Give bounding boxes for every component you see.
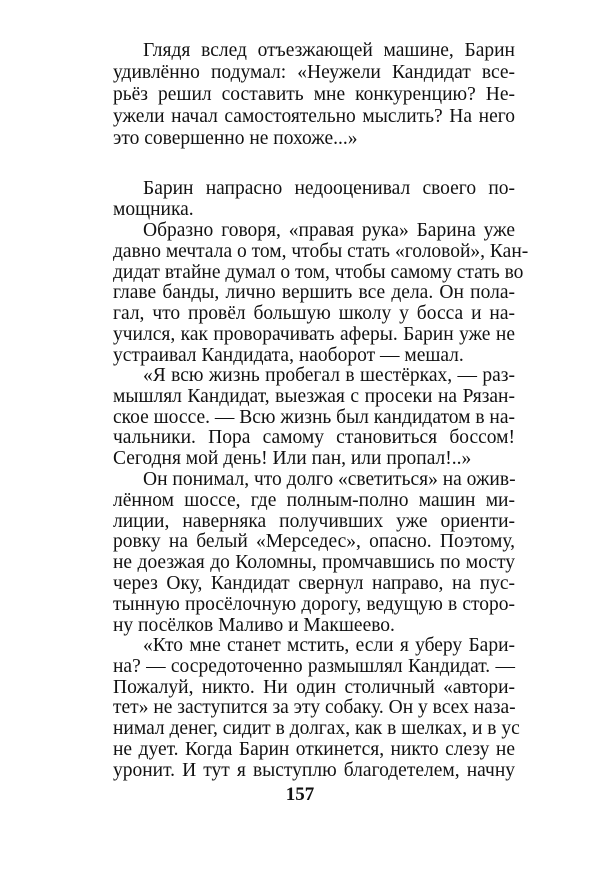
- text-line: через Оку, Кандидат свернул направо, на пус-: [113, 572, 515, 594]
- text-line: нимал денег, сидит в долгах, как в шелках, и в ус: [113, 718, 520, 740]
- text-line: учился, как проворачивать аферы. Барин уже не: [113, 323, 515, 345]
- text-line: Пожалуй, никто. Ни один столичный «автори-: [113, 676, 515, 698]
- text-line: мышлял Кандидат, выезжая с просеки на Рязан-: [113, 385, 515, 407]
- text-line: на? — сосредоточенно размышлял Кандидат. —: [113, 655, 515, 677]
- text-line: мощника.: [113, 198, 194, 220]
- text-line: ское шоссе. — Всю жизнь был кандидатом в на-: [113, 406, 516, 428]
- text-line: лиции, наверняка получивших уже ориенти-: [113, 510, 515, 532]
- text-line: рьёз решил составить мне конкуренцию? Не-: [113, 84, 515, 105]
- text-line: Сегодня мой день! Или пан, или пропал!..»: [113, 448, 472, 470]
- text-line: лённом шоссе, где полным-полно машин ми-: [113, 489, 515, 511]
- text-line: не дует. Когда Барин откинется, никто слезу не: [113, 738, 515, 760]
- text-line: уронит. И тут я выступлю благодетелем, начну: [113, 759, 515, 781]
- text-line: «Я всю жизнь пробегал в шестёрках, — раз-: [143, 365, 515, 386]
- text-line: «Кто мне станет мстить, если я уберу Бари-: [143, 635, 515, 656]
- paragraph: [113, 635, 520, 782]
- paragraph: [113, 179, 515, 221]
- text-line: устраивал Кандидата, наоборот — мешал.: [113, 344, 464, 366]
- text-line: тынную просёлочную дорогу, ведущую в сторо-: [113, 593, 515, 615]
- paragraph: [113, 220, 529, 367]
- text-line: Он понимал, что долго «светиться» на ожив-: [143, 469, 516, 490]
- paragraph: [113, 40, 515, 150]
- text-line: ужели начал самостоятельно мыслить? На него: [113, 106, 515, 127]
- text-line: Глядя вслед отъезжающей машине, Барин: [143, 40, 515, 61]
- text-line: дидат втайне думал о том, чтобы самому стать во: [113, 261, 524, 283]
- text-line: Барин напрасно недооценивал своего по-: [143, 178, 515, 199]
- text-line: чальники. Пора самому становиться боссом!: [113, 427, 515, 449]
- text-line: не доезжая до Коломны, промчавшись по мосту: [113, 552, 515, 574]
- text-line: Образно говоря, «правая рука» Барина уже: [143, 220, 515, 241]
- paragraph: [113, 366, 515, 470]
- text-line: ровку на белый «Мерседес», опасно. Поэтому,: [113, 531, 515, 553]
- page-number: 157: [285, 784, 315, 805]
- text-line: главе банды, лично вершить все дела. Он пола-: [113, 282, 515, 304]
- text-line: гал, что провёл большую школу у босса и на-: [113, 303, 515, 325]
- text-line: ну посёлков Маливо и Макшеево.: [113, 614, 395, 636]
- paragraph: [113, 470, 515, 636]
- text-line: удивлённо подумал: «Неужели Кандидат все-: [113, 62, 515, 83]
- text-line: давно мечтала о том, чтобы стать «головой», Кан-: [113, 240, 529, 262]
- text-line: тет» не заступится за эту собаку. Он у всех наза-: [113, 697, 516, 719]
- text-line: это совершенно не похоже...»: [113, 128, 358, 149]
